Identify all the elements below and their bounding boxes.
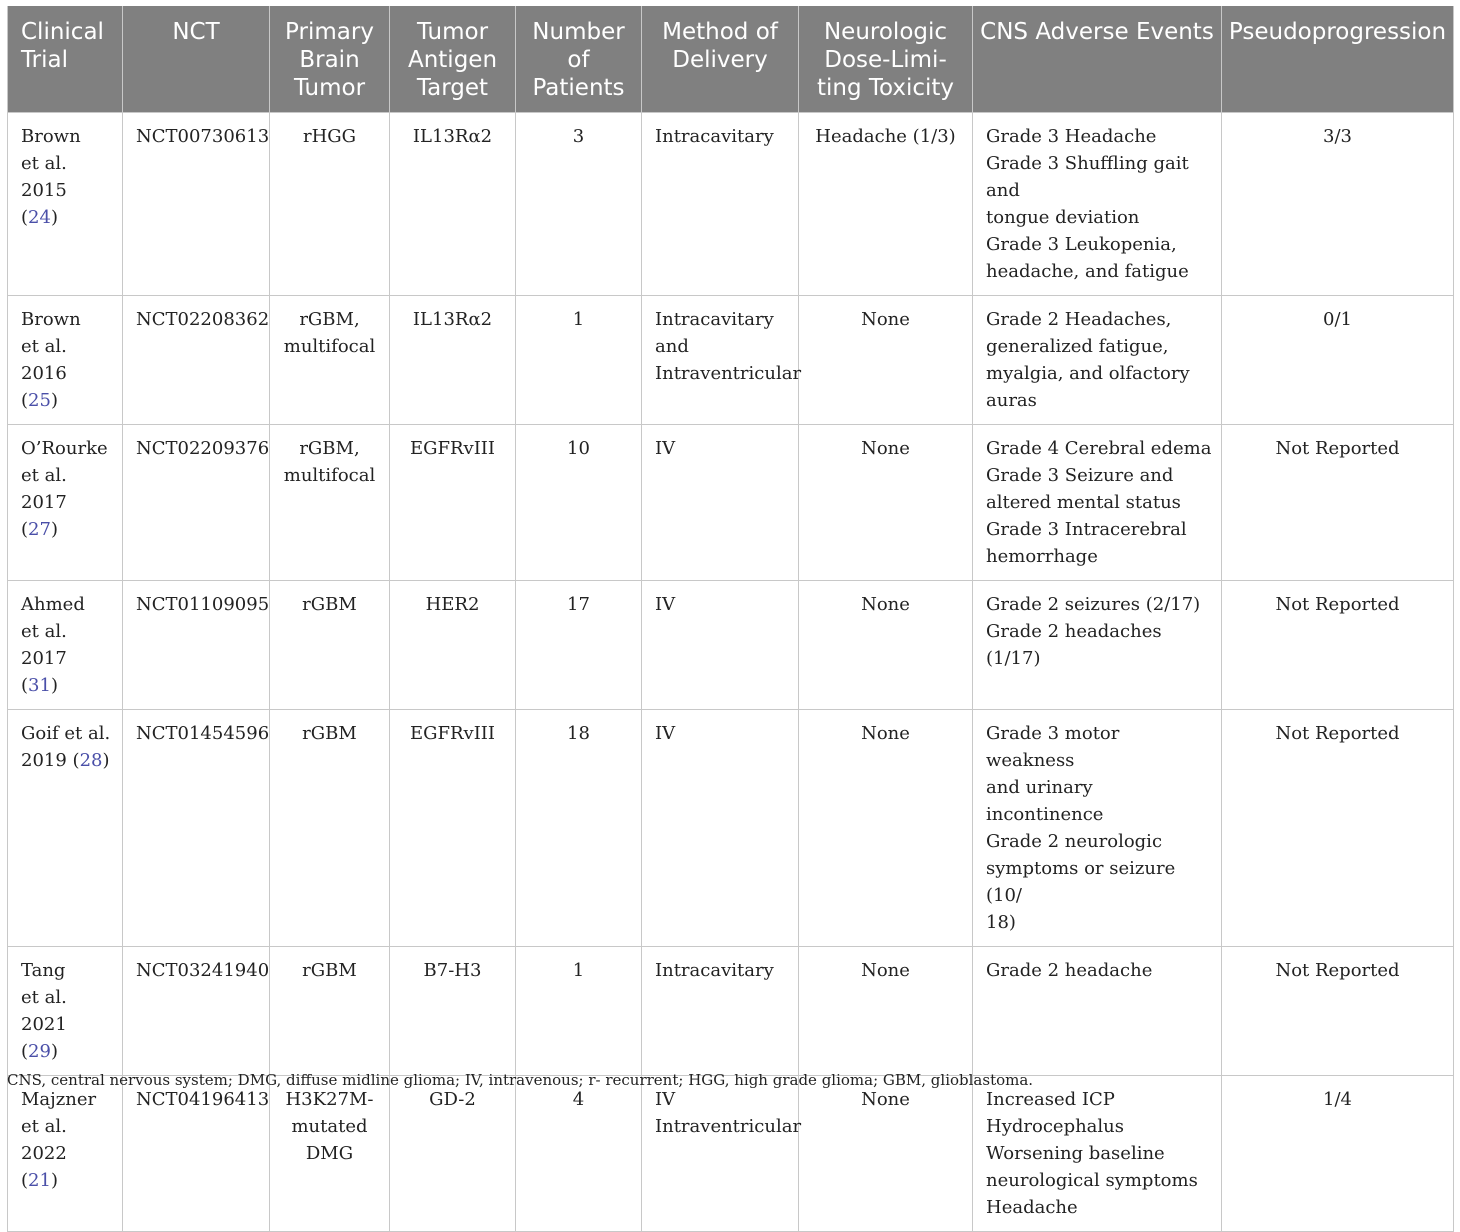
cell-method-of-delivery	[642, 581, 799, 710]
header-method-of-delivery	[642, 6, 799, 113]
cns-line: Grade 2 headaches (1/17)	[986, 621, 1162, 669]
trial-line: Brown	[21, 309, 81, 330]
cell-number-of-patients: 17	[516, 581, 642, 710]
trial-line: et al. 2021	[21, 987, 67, 1035]
cns-line: auras	[986, 390, 1037, 411]
cell-number-of-patients: 4	[516, 1076, 642, 1232]
cell-primary-brain-tumor	[270, 425, 390, 581]
cell-neurologic-dlt: None	[799, 581, 973, 710]
cns-line: Grade 3 Headache	[986, 126, 1157, 147]
reference-link[interactable]: 27	[28, 519, 51, 540]
method-line: and	[655, 336, 689, 357]
tumor-line: rGBM,	[299, 309, 360, 330]
trial-line: 2019 (28)	[21, 750, 110, 771]
cell-clinical-trial	[8, 425, 123, 581]
trial-line: (31)	[21, 675, 58, 696]
header-method-of-delivery-line: Delivery	[672, 47, 768, 73]
method-line: IV	[655, 594, 676, 615]
method-line: Intracavitary	[655, 126, 774, 147]
cns-line: Grade 2 seizures (2/17)	[986, 594, 1201, 615]
cell-clinical-trial	[8, 296, 123, 425]
reference-link[interactable]: 24	[28, 207, 51, 228]
cns-line: altered mental status	[986, 492, 1181, 513]
cell-tumor-antigen: GD-2	[390, 1076, 516, 1232]
cell-pseudoprogression: 3/3	[1222, 113, 1454, 296]
table-container	[7, 6, 1453, 1232]
trial-line: et al. 2017	[21, 621, 67, 669]
cell-cns-adverse-events	[973, 581, 1222, 710]
cell-method-of-delivery	[642, 296, 802, 425]
cns-line: Grade 2 headache	[986, 960, 1153, 981]
cell-method-of-delivery	[642, 710, 799, 947]
cell-nct: NCT01109095	[123, 581, 270, 710]
cns-line: and urinary incontinence	[986, 777, 1104, 825]
cell-pseudoprogression: Not Reported	[1222, 947, 1454, 1076]
table-row	[8, 710, 1454, 947]
cns-line: Headache	[986, 1197, 1078, 1218]
cell-primary-brain-tumor	[270, 296, 390, 425]
header-cns-adverse-events-line: CNS Adverse Events	[980, 19, 1214, 45]
method-line: IV	[655, 723, 676, 744]
header-number-of-patients-line: Number	[532, 19, 625, 45]
tumor-line: rGBM	[302, 960, 357, 981]
table-row	[8, 425, 1454, 581]
cns-line: Worsening baseline	[986, 1143, 1165, 1164]
cns-line: headache, and fatigue	[986, 261, 1189, 282]
cns-line: symptoms or seizure (10/	[986, 858, 1176, 906]
header-nct	[123, 6, 270, 113]
reference-link[interactable]: 29	[28, 1041, 51, 1062]
trial-line: et al. 2016	[21, 336, 67, 384]
cns-line: Grade 4 Cerebral edema	[986, 438, 1212, 459]
header-primary-brain-tumor-line: Brain	[299, 47, 360, 73]
cell-number-of-patients: 1	[516, 296, 642, 425]
tumor-line: multifocal	[283, 336, 376, 357]
header-pseudoprogression-line: Pseudoprogression	[1228, 19, 1447, 45]
trial-line: Majzner	[21, 1089, 97, 1110]
header-tumor-antigen-target	[390, 6, 516, 113]
cell-nct: NCT02208362	[123, 296, 270, 425]
table-row	[8, 296, 1454, 425]
cns-line: neurological symptoms	[986, 1170, 1198, 1191]
header-number-of-patients-line: of	[567, 47, 590, 73]
cell-pseudoprogression: Not Reported	[1222, 710, 1454, 947]
header-neurologic-dlt-line: Dose-Limi-	[824, 47, 947, 73]
cell-primary-brain-tumor	[270, 710, 390, 947]
cns-line: 18)	[986, 912, 1016, 933]
method-line: Intraventricular	[655, 363, 802, 384]
cns-line: Grade 2 neurologic	[986, 831, 1163, 852]
cell-nct: NCT02209376	[123, 425, 270, 581]
header-neurologic-dlt	[799, 6, 973, 113]
cell-method-of-delivery	[642, 113, 799, 296]
cell-nct: NCT03241940	[123, 947, 270, 1076]
cell-nct: NCT00730613	[123, 113, 270, 296]
cns-line: Grade 2 Headaches,	[986, 309, 1172, 330]
trial-line: Goif et al.	[21, 723, 111, 744]
trial-line: Brown	[21, 126, 81, 147]
cns-line: generalized fatigue,	[986, 336, 1169, 357]
cell-clinical-trial	[8, 581, 123, 710]
header-pseudoprogression	[1222, 6, 1454, 113]
header-clinical-trial-line: Trial	[21, 47, 68, 73]
cell-pseudoprogression: 1/4	[1222, 1076, 1454, 1232]
cell-tumor-antigen: EGFRvIII	[390, 425, 516, 581]
tumor-line: multifocal	[283, 465, 376, 486]
cell-cns-adverse-events	[973, 296, 1222, 425]
header-tumor-antigen-target-line: Antigen	[407, 47, 498, 73]
cns-line: Grade 3 Leukopenia,	[986, 234, 1177, 255]
cell-clinical-trial	[8, 710, 123, 947]
reference-link[interactable]: 21	[28, 1170, 51, 1191]
cns-line: Grade 3 Seizure and	[986, 465, 1174, 486]
cns-line: Grade 3 Shuffling gait and	[986, 153, 1189, 201]
cell-clinical-trial	[8, 947, 123, 1076]
cell-number-of-patients: 3	[516, 113, 642, 296]
cns-line: Increased ICP	[986, 1089, 1115, 1110]
header-number-of-patients-line: Patients	[532, 75, 625, 101]
cell-number-of-patients: 10	[516, 425, 642, 581]
trial-line: et al. 2015	[21, 153, 67, 201]
cell-pseudoprogression: 0/1	[1222, 296, 1454, 425]
header-clinical-trial	[8, 6, 123, 113]
trial-line: (27)	[21, 519, 58, 540]
trial-line: Ahmed	[21, 594, 85, 615]
table-row	[8, 113, 1454, 296]
method-line: IV	[655, 1089, 676, 1110]
cns-line: myalgia, and olfactory	[986, 363, 1190, 384]
tumor-line: rGBM	[302, 594, 357, 615]
cell-neurologic-dlt: None	[799, 425, 973, 581]
method-line: Intracavitary	[655, 960, 774, 981]
method-line: IV	[655, 438, 676, 459]
cell-neurologic-dlt: None	[799, 296, 973, 425]
trial-line: Tang	[21, 960, 66, 981]
trial-line: (24)	[21, 207, 58, 228]
method-line: Intracavitary	[655, 309, 774, 330]
cell-primary-brain-tumor	[270, 581, 390, 710]
cell-tumor-antigen: B7-H3	[390, 947, 516, 1076]
header-tumor-antigen-target-line: Target	[416, 75, 489, 101]
tumor-line: rGBM	[302, 723, 357, 744]
cell-nct: NCT04196413	[123, 1076, 270, 1232]
trial-line: (25)	[21, 390, 58, 411]
header-primary-brain-tumor-line: Tumor	[293, 75, 366, 101]
cell-nct: NCT01454596	[123, 710, 270, 947]
header-neurologic-dlt-line: ting Toxicity	[816, 75, 955, 101]
cell-primary-brain-tumor	[270, 113, 390, 296]
cell-number-of-patients: 18	[516, 710, 642, 947]
cns-line: Grade 3 motor weakness	[986, 723, 1120, 771]
cell-cns-adverse-events	[973, 947, 1222, 1076]
cell-tumor-antigen: EGFRvIII	[390, 710, 516, 947]
cell-primary-brain-tumor	[270, 947, 390, 1076]
header-nct-line: NCT	[172, 19, 220, 45]
cns-line: Hydrocephalus	[986, 1116, 1124, 1137]
table-footnote: CNS, central nervous system; DMG, diffuse midline glioma; IV, intravenous; r- recurrent; HGG, high grade glioma; GBM, glioblastoma.	[7, 1071, 1034, 1089]
cell-neurologic-dlt: None	[799, 947, 973, 1076]
cell-pseudoprogression: Not Reported	[1222, 425, 1454, 581]
table-row	[8, 947, 1454, 1076]
tumor-line: rGBM,	[299, 438, 360, 459]
trial-line: et al. 2017	[21, 465, 67, 513]
cell-tumor-antigen: IL13Rα2	[390, 113, 516, 296]
cell-neurologic-dlt: None	[799, 1076, 973, 1232]
trial-line: O’Rourke	[21, 438, 108, 459]
cell-method-of-delivery	[642, 947, 799, 1076]
header-cns-adverse-events	[973, 6, 1222, 113]
method-line: Intraventricular	[655, 1116, 802, 1137]
header-neurologic-dlt-line: Neurologic	[823, 19, 948, 45]
cell-cns-adverse-events	[973, 425, 1222, 581]
header-tumor-antigen-target-line: Tumor	[416, 19, 489, 45]
cns-line: Grade 3 Intracerebral	[986, 519, 1187, 540]
cell-cns-adverse-events	[973, 113, 1222, 296]
cell-neurologic-dlt: None	[799, 710, 973, 947]
trial-line: (21)	[21, 1170, 58, 1191]
reference-link[interactable]: 28	[79, 750, 103, 771]
cell-cns-adverse-events	[973, 710, 1222, 947]
cell-tumor-antigen: HER2	[390, 581, 516, 710]
header-clinical-trial-line: Clinical	[21, 19, 104, 45]
tumor-line: mutated	[291, 1116, 368, 1137]
reference-link[interactable]: 31	[28, 675, 51, 696]
reference-link[interactable]: 25	[28, 390, 51, 411]
cell-pseudoprogression: Not Reported	[1222, 581, 1454, 710]
cns-line: tongue deviation	[986, 207, 1140, 228]
header-number-of-patients	[516, 6, 642, 113]
tumor-line: rHGG	[302, 126, 357, 147]
trial-line: et al. 2022	[21, 1116, 67, 1164]
header-primary-brain-tumor	[270, 6, 390, 113]
header-row	[8, 6, 1454, 113]
table-row	[8, 581, 1454, 710]
clinical-trials-table	[7, 6, 1454, 1232]
header-primary-brain-tumor-line: Primary	[285, 19, 374, 45]
cell-clinical-trial	[8, 113, 123, 296]
cell-neurologic-dlt: Headache (1/3)	[799, 113, 973, 296]
cell-tumor-antigen: IL13Rα2	[390, 296, 516, 425]
header-method-of-delivery-line: Method of	[662, 19, 778, 45]
cns-line: hemorrhage	[986, 546, 1098, 567]
trial-line: (29)	[21, 1041, 58, 1062]
tumor-line: H3K27M-	[285, 1089, 374, 1110]
tumor-line: DMG	[305, 1143, 354, 1164]
cell-method-of-delivery	[642, 425, 799, 581]
cell-number-of-patients: 1	[516, 947, 642, 1076]
